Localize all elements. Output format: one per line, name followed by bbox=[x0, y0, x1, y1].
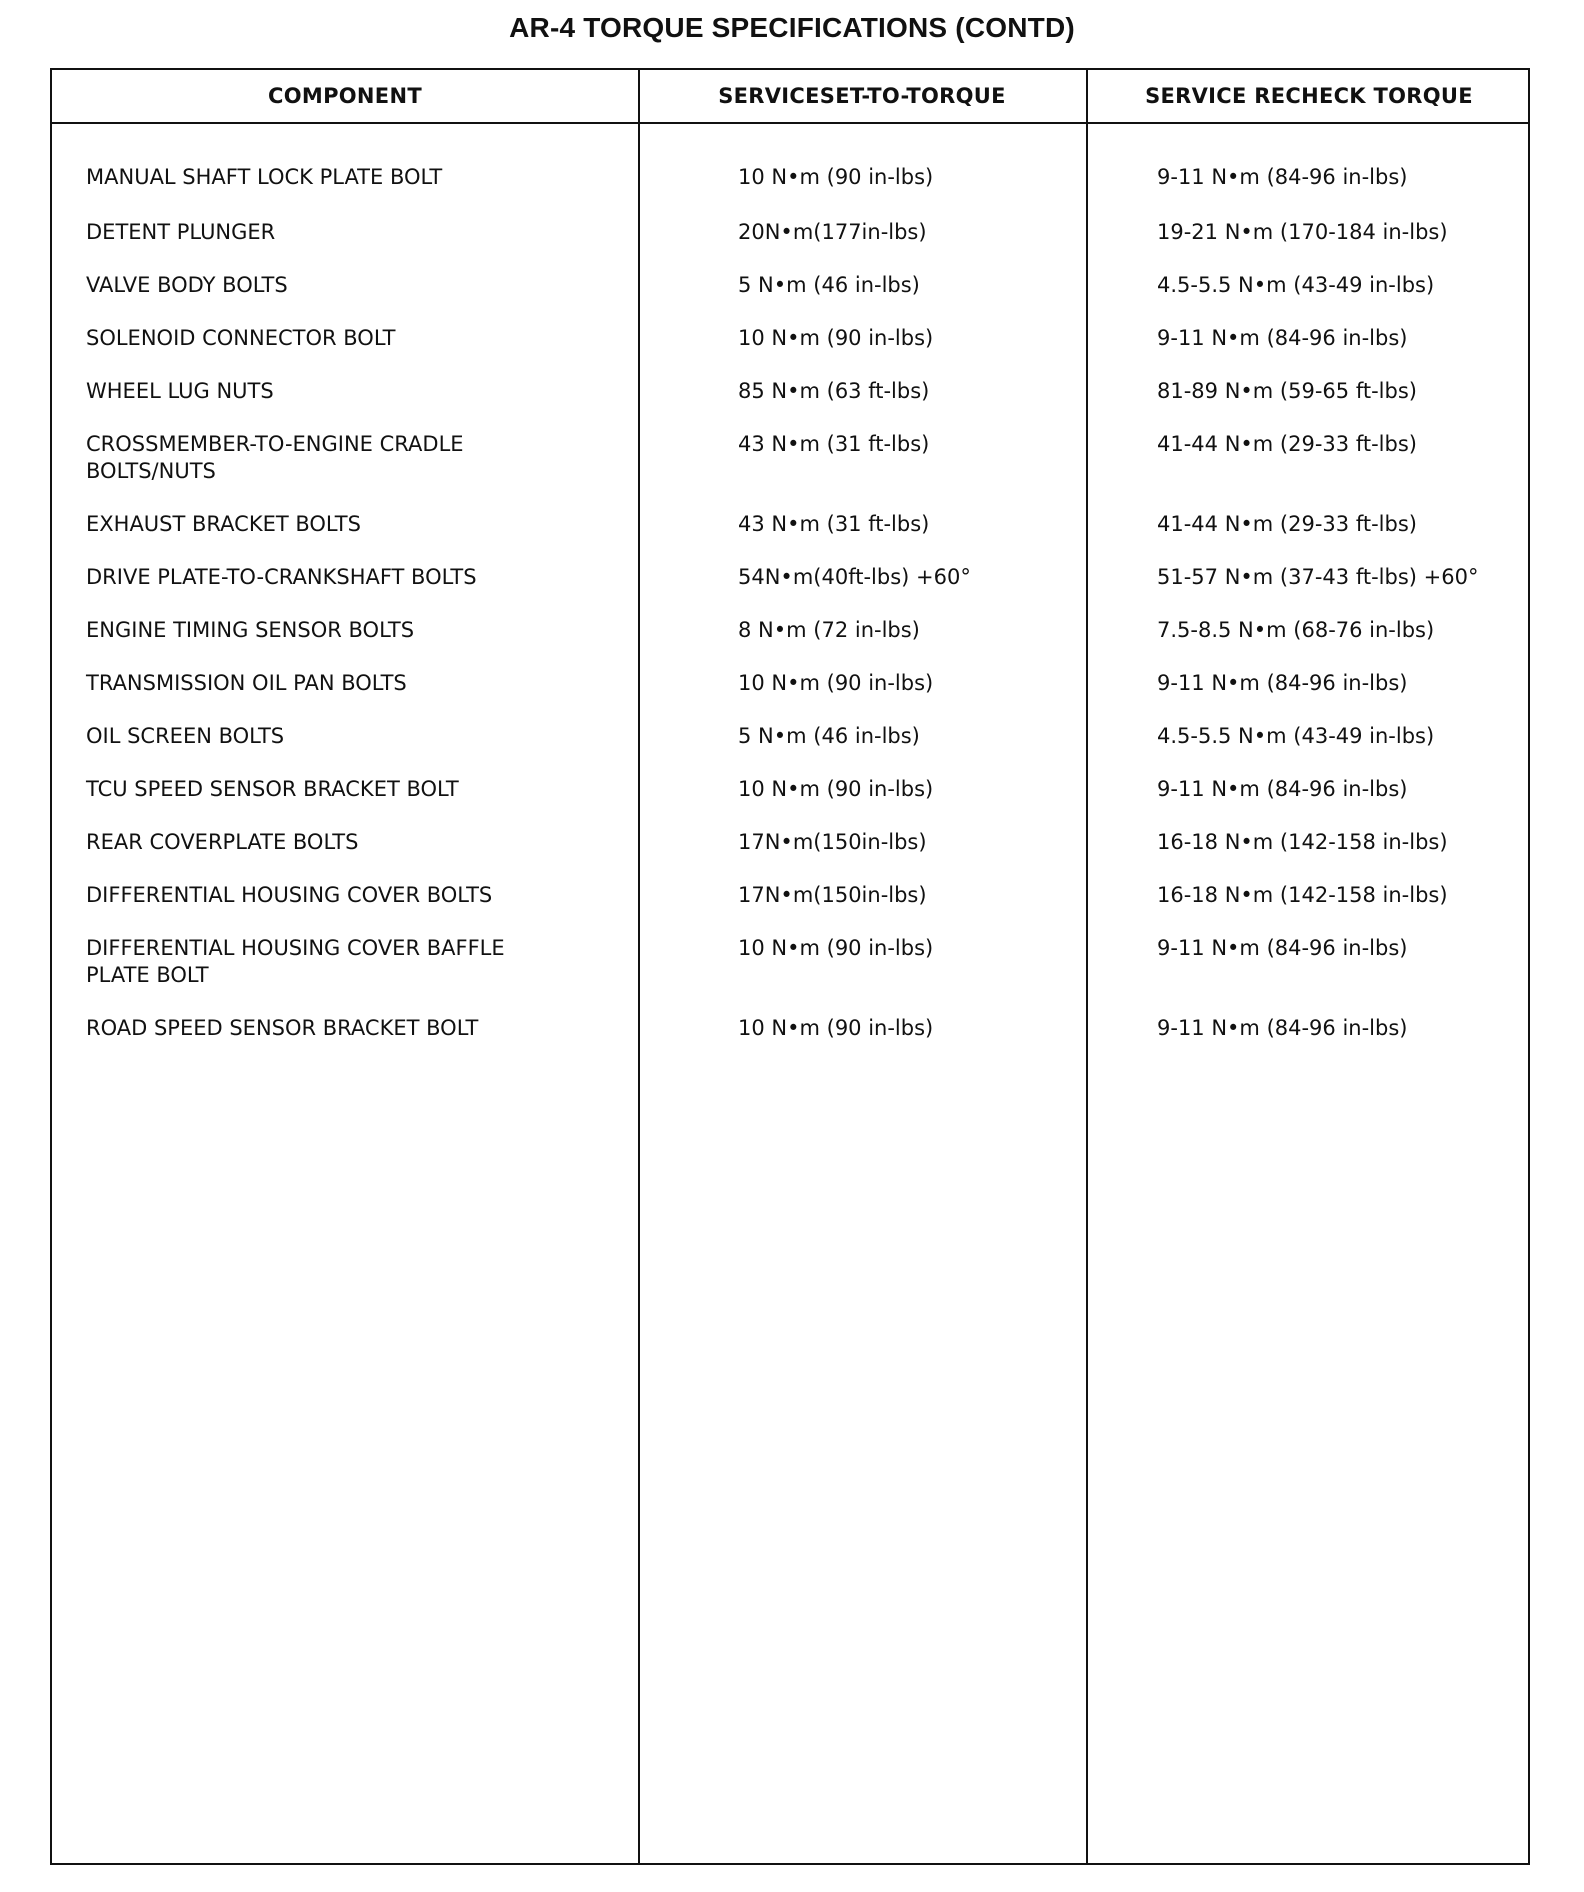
component-cell: TRANSMISSION OIL PAN BOLTS bbox=[86, 671, 407, 695]
recheck-torque-cell: 7.5-8.5 N•m (68-76 in-lbs) bbox=[1157, 618, 1435, 642]
header-rule bbox=[52, 122, 1528, 124]
table-row bbox=[52, 564, 1532, 617]
set-to-torque-cell: 5 N•m (46 in-lbs) bbox=[738, 273, 920, 297]
set-to-torque-cell: 10 N•m (90 in-lbs) bbox=[738, 165, 934, 189]
component-cell: CROSSMEMBER-TO-ENGINE CRADLE BOLTS/NUTS bbox=[86, 432, 464, 483]
component-cell: DIFFERENTIAL HOUSING COVER BAFFLE PLATE BOLT bbox=[86, 936, 505, 987]
set-to-torque-cell: 43 N•m (31 ft-lbs) bbox=[738, 432, 930, 456]
component-cell: VALVE BODY BOLTS bbox=[86, 273, 288, 297]
set-to-torque-cell: 8 N•m (72 in-lbs) bbox=[738, 618, 920, 642]
page-title: AR-4 TORQUE SPECIFICATIONS (CONTD) bbox=[509, 12, 1075, 43]
table-row bbox=[52, 325, 1532, 378]
recheck-torque-cell: 41-44 N•m (29-33 ft-lbs) bbox=[1157, 432, 1417, 456]
header-recheck-torque: SERVICE RECHECK TORQUE bbox=[1145, 84, 1473, 108]
component-cell: REAR COVERPLATE BOLTS bbox=[86, 830, 359, 854]
table-row bbox=[52, 272, 1532, 325]
set-to-torque-cell: 17N•m(150in-lbs) bbox=[738, 883, 927, 907]
set-to-torque-cell: 10 N•m (90 in-lbs) bbox=[738, 1016, 934, 1040]
table-row bbox=[52, 829, 1532, 882]
table-row bbox=[52, 1015, 1532, 1068]
recheck-torque-cell: 81-89 N•m (59-65 ft-lbs) bbox=[1157, 379, 1417, 403]
table-row bbox=[52, 511, 1532, 564]
recheck-torque-cell: 4.5-5.5 N•m (43-49 in-lbs) bbox=[1157, 273, 1435, 297]
table-row bbox=[52, 378, 1532, 431]
set-to-torque-cell: 43 N•m (31 ft-lbs) bbox=[738, 512, 930, 536]
recheck-torque-cell: 9-11 N•m (84-96 in-lbs) bbox=[1157, 165, 1408, 189]
recheck-torque-cell: 9-11 N•m (84-96 in-lbs) bbox=[1157, 936, 1408, 960]
table-row bbox=[52, 882, 1532, 935]
table-row bbox=[52, 431, 1532, 511]
component-cell: DETENT PLUNGER bbox=[86, 220, 276, 244]
set-to-torque-cell: 10 N•m (90 in-lbs) bbox=[738, 777, 934, 801]
component-cell: EXHAUST BRACKET BOLTS bbox=[86, 512, 361, 536]
recheck-torque-cell: 41-44 N•m (29-33 ft-lbs) bbox=[1157, 512, 1417, 536]
component-cell: MANUAL SHAFT LOCK PLATE BOLT bbox=[86, 165, 443, 189]
component-cell: DIFFERENTIAL HOUSING COVER BOLTS bbox=[86, 883, 493, 907]
recheck-torque-cell: 16-18 N•m (142-158 in-lbs) bbox=[1157, 883, 1448, 907]
recheck-torque-cell: 9-11 N•m (84-96 in-lbs) bbox=[1157, 777, 1408, 801]
recheck-torque-cell: 9-11 N•m (84-96 in-lbs) bbox=[1157, 671, 1408, 695]
component-cell: OIL SCREEN BOLTS bbox=[86, 724, 285, 748]
recheck-torque-cell: 9-11 N•m (84-96 in-lbs) bbox=[1157, 326, 1408, 350]
component-cell: WHEEL LUG NUTS bbox=[86, 379, 274, 403]
header-component: COMPONENT bbox=[268, 84, 422, 108]
set-to-torque-cell: 85 N•m (63 ft-lbs) bbox=[738, 379, 930, 403]
recheck-torque-cell: 19-21 N•m (170-184 in-lbs) bbox=[1157, 220, 1448, 244]
component-cell: SOLENOID CONNECTOR BOLT bbox=[86, 326, 396, 350]
header-set-to-torque: SERVICESET-TO-TORQUE bbox=[718, 84, 1006, 108]
set-to-torque-cell: 17N•m(150in-lbs) bbox=[738, 830, 927, 854]
component-cell: ROAD SPEED SENSOR BRACKET BOLT bbox=[86, 1016, 479, 1040]
set-to-torque-cell: 54N•m(40ft-lbs) +60° bbox=[738, 565, 971, 589]
component-cell: DRIVE PLATE-TO-CRANKSHAFT BOLTS bbox=[86, 565, 477, 589]
set-to-torque-cell: 10 N•m (90 in-lbs) bbox=[738, 326, 934, 350]
table-row bbox=[52, 776, 1532, 829]
set-to-torque-cell: 20N•m(177in-lbs) bbox=[738, 220, 927, 244]
set-to-torque-cell: 10 N•m (90 in-lbs) bbox=[738, 936, 934, 960]
table-body bbox=[52, 164, 1532, 1068]
set-to-torque-cell: 10 N•m (90 in-lbs) bbox=[738, 671, 934, 695]
torque-spec-table bbox=[50, 68, 1530, 1865]
table-row bbox=[52, 670, 1532, 723]
recheck-torque-cell: 9-11 N•m (84-96 in-lbs) bbox=[1157, 1016, 1408, 1040]
recheck-torque-cell: 51-57 N•m (37-43 ft-lbs) +60° bbox=[1157, 565, 1479, 589]
set-to-torque-cell: 5 N•m (46 in-lbs) bbox=[738, 724, 920, 748]
table-row bbox=[52, 164, 1532, 219]
table-row bbox=[52, 935, 1532, 1015]
component-cell: ENGINE TIMING SENSOR BOLTS bbox=[86, 618, 415, 642]
recheck-torque-cell: 4.5-5.5 N•m (43-49 in-lbs) bbox=[1157, 724, 1435, 748]
table-row bbox=[52, 219, 1532, 272]
table-row bbox=[52, 617, 1532, 670]
component-cell: TCU SPEED SENSOR BRACKET BOLT bbox=[86, 777, 459, 801]
table-row bbox=[52, 723, 1532, 776]
recheck-torque-cell: 16-18 N•m (142-158 in-lbs) bbox=[1157, 830, 1448, 854]
